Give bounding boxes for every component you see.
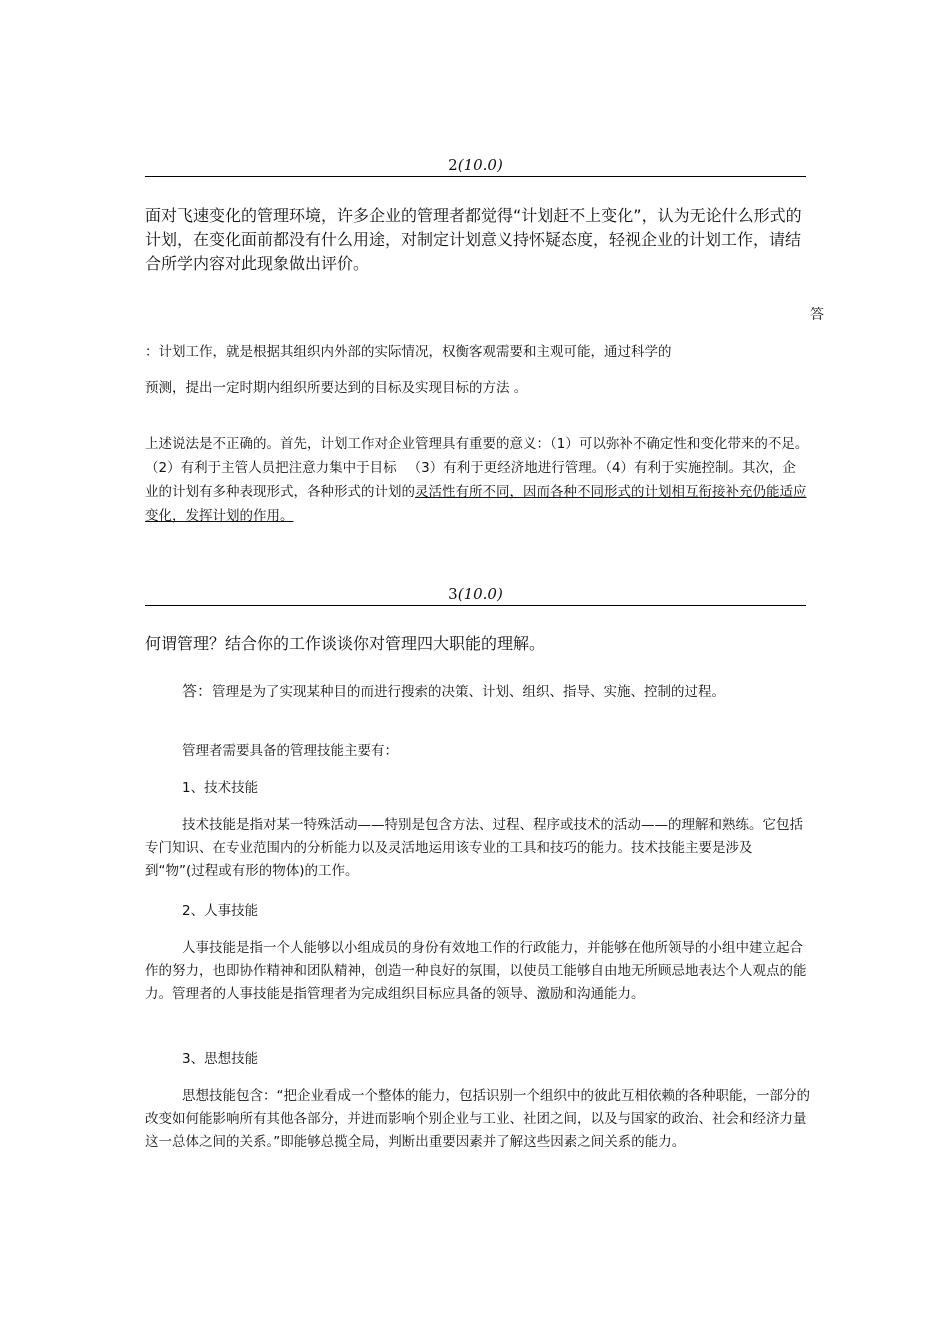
section-paragraph-1: 技术技能是指对某一特殊活动——特别是包含方法、过程、程序或技术的活动——的理解和熟练。它包括专门知识、在专业范围内的分析能力以及灵活地运用该专业的工具和技巧的能力。技术技能主要是涉及到“物”(过程或有形的物体)的工作。 (145, 817, 803, 879)
answer-2-paragraph-1: ：计划工作，就是根据其组织内外部的实际情况，权衡客观需要和主观可能，通过科学的 (145, 344, 672, 360)
question-score: (10.0) (457, 156, 503, 174)
answer-3-paragraph-2: 管理者需要具备的管理技能主要有： (182, 743, 398, 759)
answer-3-paragraph-1 (145, 680, 810, 704)
section-heading-2: 2、人事技能 (182, 903, 259, 919)
section-heading-3: 3、思想技能 (182, 1051, 259, 1067)
answer-2-underlined-text: 灵活性有所不同，因而各种不同形式的计划相互衔接补充仍能适应变化，发挥计划的作用。 (145, 484, 807, 524)
question-3-text: 何谓管理？结合你的工作谈谈你对管理四大职能的理解。 (145, 634, 546, 653)
answer-label: 答 (810, 307, 824, 323)
answer-lead: 答： (182, 682, 213, 700)
question-number: 3 (448, 585, 458, 603)
section-heading-1: 1、技术技能 (182, 780, 259, 796)
question-score: (10.0) (457, 585, 503, 603)
section-paragraph-3: 思想技能包含：“把企业看成一个整体的能力，包括识别一个组织中的彼此互相依赖的各种职能，一部分的改变如何能影响所有其他各部分，并进而影响个别企业与工业、社团之间，以及与国家的政治、社会和经济力量这一总体之间的关系。”即能够总揽全局，判断出重要因素并了解这些因素之间关系的能力。 (145, 1088, 810, 1150)
answer-2-paragraph-2 (145, 432, 809, 528)
answer-3-paragraph-1-text: 管理是为了实现某种目的而进行搜索的决策、计划、组织、指导、实施、控制的过程。 (212, 684, 726, 700)
section-paragraph-2: 人事技能是指一个人能够以小组成员的身份有效地工作的行政能力，并能够在他所领导的小组中建立起合作的努力，也即协作精神和团队精神，创造一种良好的氛围，以使员工能够自由地无所顾忌地表达个人观点的能力。管理者的人事技能是指管理者为完成组织目标应具备的领导、激励和沟通能力。 (145, 940, 807, 1002)
answer-2-paragraph-1b: 预测，提出一定时期内组织所要达到的目标及实现目标的方法 。 (145, 380, 528, 396)
question-3-header (145, 584, 806, 606)
question-number: 2 (448, 156, 458, 174)
question-2-text: 面对飞速变化的管理环境，许多企业的管理者都觉得“计划赶不上变化”，认为无论什么形式的计划，在变化面前都没有什么用途，对制定计划意义持怀疑态度，轻视企业的计划工作，请结合所学内容对此现象做出评价。 (145, 206, 802, 273)
question-2-header (145, 155, 806, 177)
answer-2-paragraph-2-text: 上述说法是不正确的。首先，计划工作对企业管理具有重要的意义：（1）可以弥补不确定性和变化带来的不足。（2）有利于主管人员把注意力集中于目标 （3）有利于更经济地进行管理。（4）有利于实施控制。其次，企业的计划有多种表现形式，各种形式的计划的 (145, 436, 809, 500)
